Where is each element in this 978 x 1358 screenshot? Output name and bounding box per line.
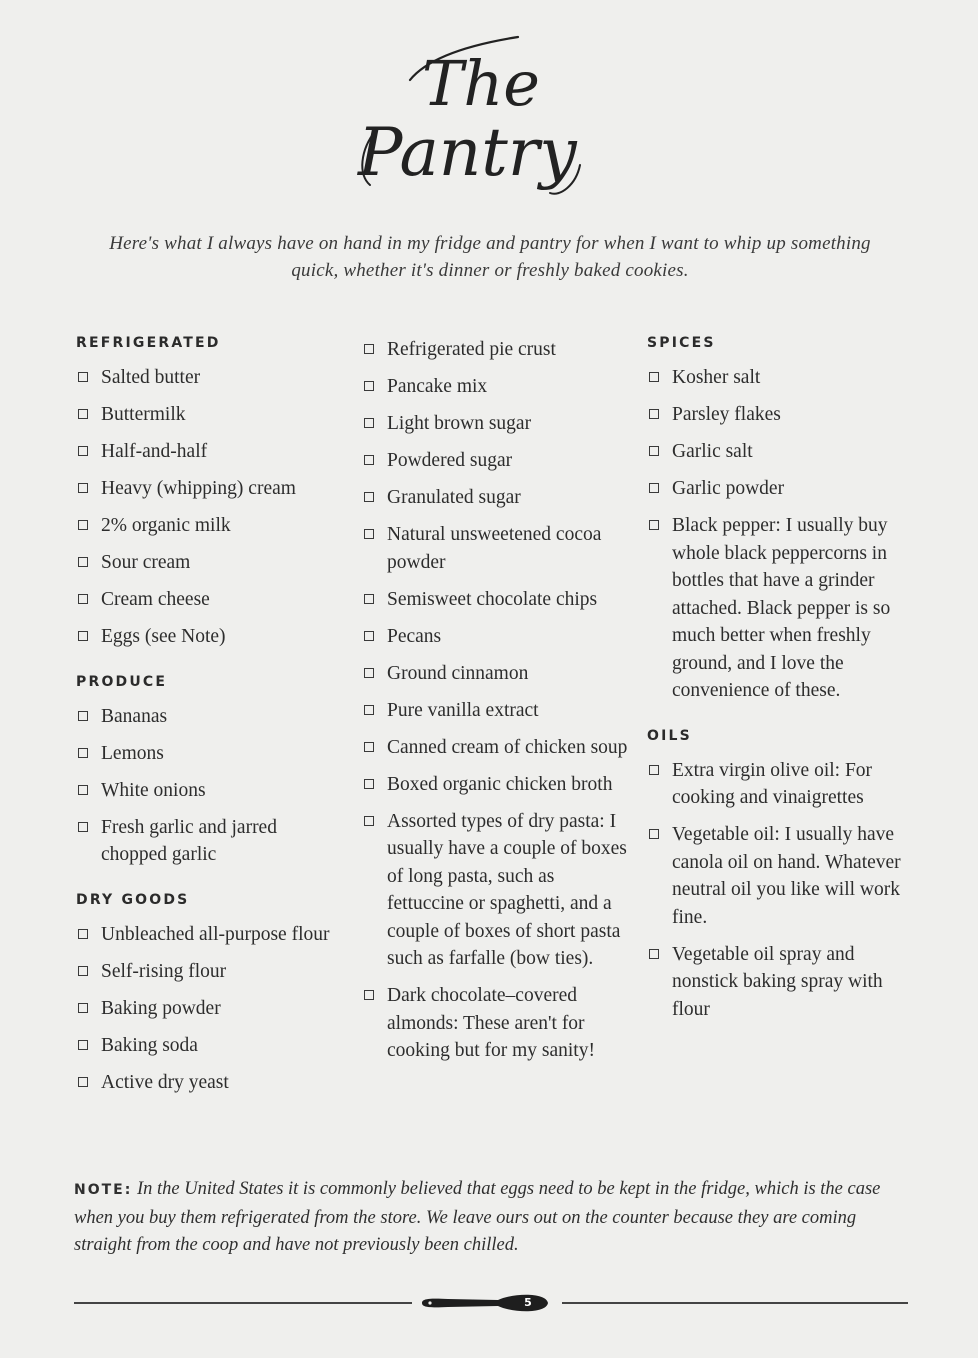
checkbox-icon xyxy=(78,631,88,641)
script-title xyxy=(340,25,640,200)
checklist-item-label: Sour cream xyxy=(101,552,191,573)
checklist-item-label: Lemons xyxy=(101,742,164,764)
checklist-item xyxy=(76,512,341,540)
checklist-item-label: Pure vanilla extract xyxy=(387,699,539,721)
checkbox-icon xyxy=(364,594,374,604)
checklist-item xyxy=(647,512,922,705)
checklist-item xyxy=(362,808,632,973)
checkbox-icon xyxy=(364,455,374,465)
checklist-item-label: Fresh garlic and jarred chopped garlic xyxy=(101,816,277,865)
checklist-item-label: Self-rising flour xyxy=(101,960,227,982)
checkbox-icon xyxy=(78,966,88,976)
checklist-item xyxy=(362,982,632,1065)
checklist-item-label: Eggs (see Note) xyxy=(101,626,226,647)
checkbox-icon xyxy=(78,748,88,758)
checklist-item-label: Extra virgin olive oil: For cooking and vinaigrettes xyxy=(672,759,873,808)
checkbox-icon xyxy=(364,668,374,678)
checkbox-icon xyxy=(78,446,88,456)
checklist-item xyxy=(76,364,341,392)
checklist-item xyxy=(76,958,341,986)
checklist-item xyxy=(76,1032,341,1060)
checklist-item-label: White onions xyxy=(101,779,206,801)
checkbox-icon xyxy=(78,520,88,530)
checklist-item xyxy=(76,814,341,869)
checklist-item-label: Parsley flakes xyxy=(672,404,781,425)
checklist-item-label: Natural unsweetened cocoa powder xyxy=(387,524,602,573)
section-heading: PRODUCE xyxy=(76,673,168,690)
checklist-section xyxy=(362,336,632,1065)
checkbox-icon xyxy=(649,829,659,839)
checklist-item xyxy=(647,438,922,466)
title-line1: The xyxy=(422,47,540,120)
checkbox-icon xyxy=(78,409,88,419)
checklist-item-label: Semisweet chocolate chips xyxy=(387,588,598,610)
footer-rule-left xyxy=(74,1302,412,1304)
note xyxy=(74,1176,904,1260)
section-heading: REFRIGERATED xyxy=(76,335,221,351)
checklist-item-label: Garlic powder xyxy=(672,478,785,499)
checklist-item xyxy=(362,771,632,799)
checkbox-icon xyxy=(78,785,88,795)
checklist-item xyxy=(647,364,922,392)
checklist-section xyxy=(76,671,341,869)
checklist-item-label: Canned cream of chicken soup xyxy=(387,736,628,758)
checkbox-icon xyxy=(364,418,374,428)
checkbox-icon xyxy=(78,594,88,604)
checklist-item-label: Active dry yeast xyxy=(101,1071,229,1093)
section-heading: OILS xyxy=(647,727,692,744)
checklist-item xyxy=(362,336,632,364)
checkbox-icon xyxy=(364,742,374,752)
checklist-section xyxy=(647,332,922,705)
checklist-item-label: Black pepper: I usually buy whole black peppercorns in bottles that have a grinder attached. Black pepper is so much better when freshly ground, and I love the convenience of these. xyxy=(672,515,891,701)
checklist-item-label: Salted butter xyxy=(101,367,201,388)
checklist xyxy=(362,336,632,1065)
checklist-item-label: Unbleached all-purpose flour xyxy=(101,923,330,945)
checklist-item xyxy=(76,995,341,1023)
checkbox-icon xyxy=(78,822,88,832)
checklist-item xyxy=(76,401,341,429)
checklist-item xyxy=(362,697,632,725)
column-2 xyxy=(362,336,632,1085)
checkbox-icon xyxy=(364,631,374,641)
section-heading: DRY GOODS xyxy=(76,891,190,908)
checklist-item-label: Baking powder xyxy=(101,997,221,1019)
checklist-item-label: Pancake mix xyxy=(387,376,488,397)
checkbox-icon xyxy=(78,711,88,721)
note-text: In the United States it is commonly believed that eggs need to be kept in the fridge, which is the case when you buy them refrigerated from the store. We leave ours out on the counter because they are coming straight from the coop and have not previously been chilled. xyxy=(74,1179,881,1255)
checklist-item-label: Kosher salt xyxy=(672,367,761,388)
checklist-item-label: Pecans xyxy=(387,625,442,647)
checkbox-icon xyxy=(364,705,374,715)
checklist-item-label: Vegetable oil: I usually have canola oil on hand. Whatever neutral oil you like will work fine. xyxy=(672,824,901,928)
checklist-item xyxy=(76,921,341,949)
checklist-item-label: Refrigerated pie crust xyxy=(387,339,556,360)
checklist-item xyxy=(362,447,632,475)
checkbox-icon xyxy=(78,557,88,567)
checklist-item-label: Garlic salt xyxy=(672,441,753,462)
checkbox-icon xyxy=(649,446,659,456)
checklist-item xyxy=(647,475,922,503)
checklist-item xyxy=(76,1069,341,1097)
checklist xyxy=(647,364,922,705)
checklist-item xyxy=(647,941,922,1024)
checkbox-icon xyxy=(78,372,88,382)
note-label: NOTE: xyxy=(74,1182,133,1198)
column-1 xyxy=(76,332,341,1116)
checkbox-icon xyxy=(649,483,659,493)
checkbox-icon xyxy=(78,1003,88,1013)
checklist-item xyxy=(647,401,922,429)
checkbox-icon xyxy=(649,520,659,530)
checklist xyxy=(76,364,341,651)
page-number: 5 xyxy=(524,1296,532,1309)
checklist-item-label: Heavy (whipping) cream xyxy=(101,478,296,499)
checklist-item xyxy=(362,586,632,614)
checklist-item xyxy=(76,740,341,768)
checklist-item xyxy=(362,623,632,651)
checklist-item xyxy=(362,521,632,576)
checklist-section xyxy=(76,332,341,651)
title-line2: Pantry xyxy=(358,114,577,191)
checklist-item xyxy=(362,484,632,512)
checkbox-icon xyxy=(364,779,374,789)
checkbox-icon xyxy=(364,529,374,539)
page-title xyxy=(340,25,640,200)
checkbox-icon xyxy=(364,816,374,826)
checkbox-icon xyxy=(364,344,374,354)
checklist xyxy=(76,921,341,1097)
checklist-item-label: Dark chocolate–covered almonds: These aren't for cooking but for my sanity! xyxy=(387,985,595,1061)
checkbox-icon xyxy=(78,1077,88,1087)
checklist-item xyxy=(647,821,922,931)
checklist-item xyxy=(362,660,632,688)
checklist-item xyxy=(76,703,341,731)
checkbox-icon xyxy=(649,372,659,382)
checklist-item-label: Assorted types of dry pasta: I usually have a couple of boxes of long pasta, such as fettuccine or spaghetti, and a couple of boxes of short pasta such as farfalle (bow ties). xyxy=(387,810,627,969)
checklist-item xyxy=(362,410,632,438)
checklist-section xyxy=(647,725,922,1024)
checklist-item-label: Ground cinnamon xyxy=(387,662,529,684)
checkbox-icon xyxy=(364,492,374,502)
checklist-item-label: Bananas xyxy=(101,705,168,727)
checkbox-icon xyxy=(364,381,374,391)
checklist-item-label: Baking soda xyxy=(101,1034,198,1056)
checklist-item xyxy=(76,549,341,577)
column-3 xyxy=(647,332,922,1043)
checklist-item-label: Buttermilk xyxy=(101,404,186,425)
section-heading: SPICES xyxy=(647,335,716,351)
intro-text: Here's what I always have on hand in my fridge and pantry for when I want to whip up something quick, whether it's dinner or freshly baked cookies. xyxy=(109,233,871,281)
footer-rule-right xyxy=(562,1302,908,1304)
checklist-item-label: Light brown sugar xyxy=(387,413,532,434)
checklist-item xyxy=(76,438,341,466)
checklist-item-label: Boxed organic chicken broth xyxy=(387,773,613,795)
checklist xyxy=(76,703,341,869)
checklist-item xyxy=(76,586,341,614)
checklist-item-label: Powdered sugar xyxy=(387,450,513,471)
checklist-item xyxy=(362,734,632,762)
checklist-item-label: Half-and-half xyxy=(101,441,208,462)
checkbox-icon xyxy=(364,990,374,1000)
checkbox-icon xyxy=(78,929,88,939)
checklist-item xyxy=(76,623,341,651)
checklist-item-label: Granulated sugar xyxy=(387,487,521,508)
checklist-item-label: Cream cheese xyxy=(101,589,210,610)
checklist-item-label: Vegetable oil spray and nonstick baking spray with flour xyxy=(672,943,883,1020)
checklist-item xyxy=(76,777,341,805)
checkbox-icon xyxy=(649,949,659,959)
checkbox-icon xyxy=(649,765,659,775)
checklist-section xyxy=(76,889,341,1097)
checkbox-icon xyxy=(78,1040,88,1050)
checkbox-icon xyxy=(649,409,659,419)
checklist-item xyxy=(76,475,341,503)
checklist xyxy=(647,757,922,1024)
checklist-item-label: 2% organic milk xyxy=(101,515,231,536)
checklist-item xyxy=(362,373,632,401)
checkbox-icon xyxy=(78,483,88,493)
checklist-item xyxy=(647,757,922,812)
